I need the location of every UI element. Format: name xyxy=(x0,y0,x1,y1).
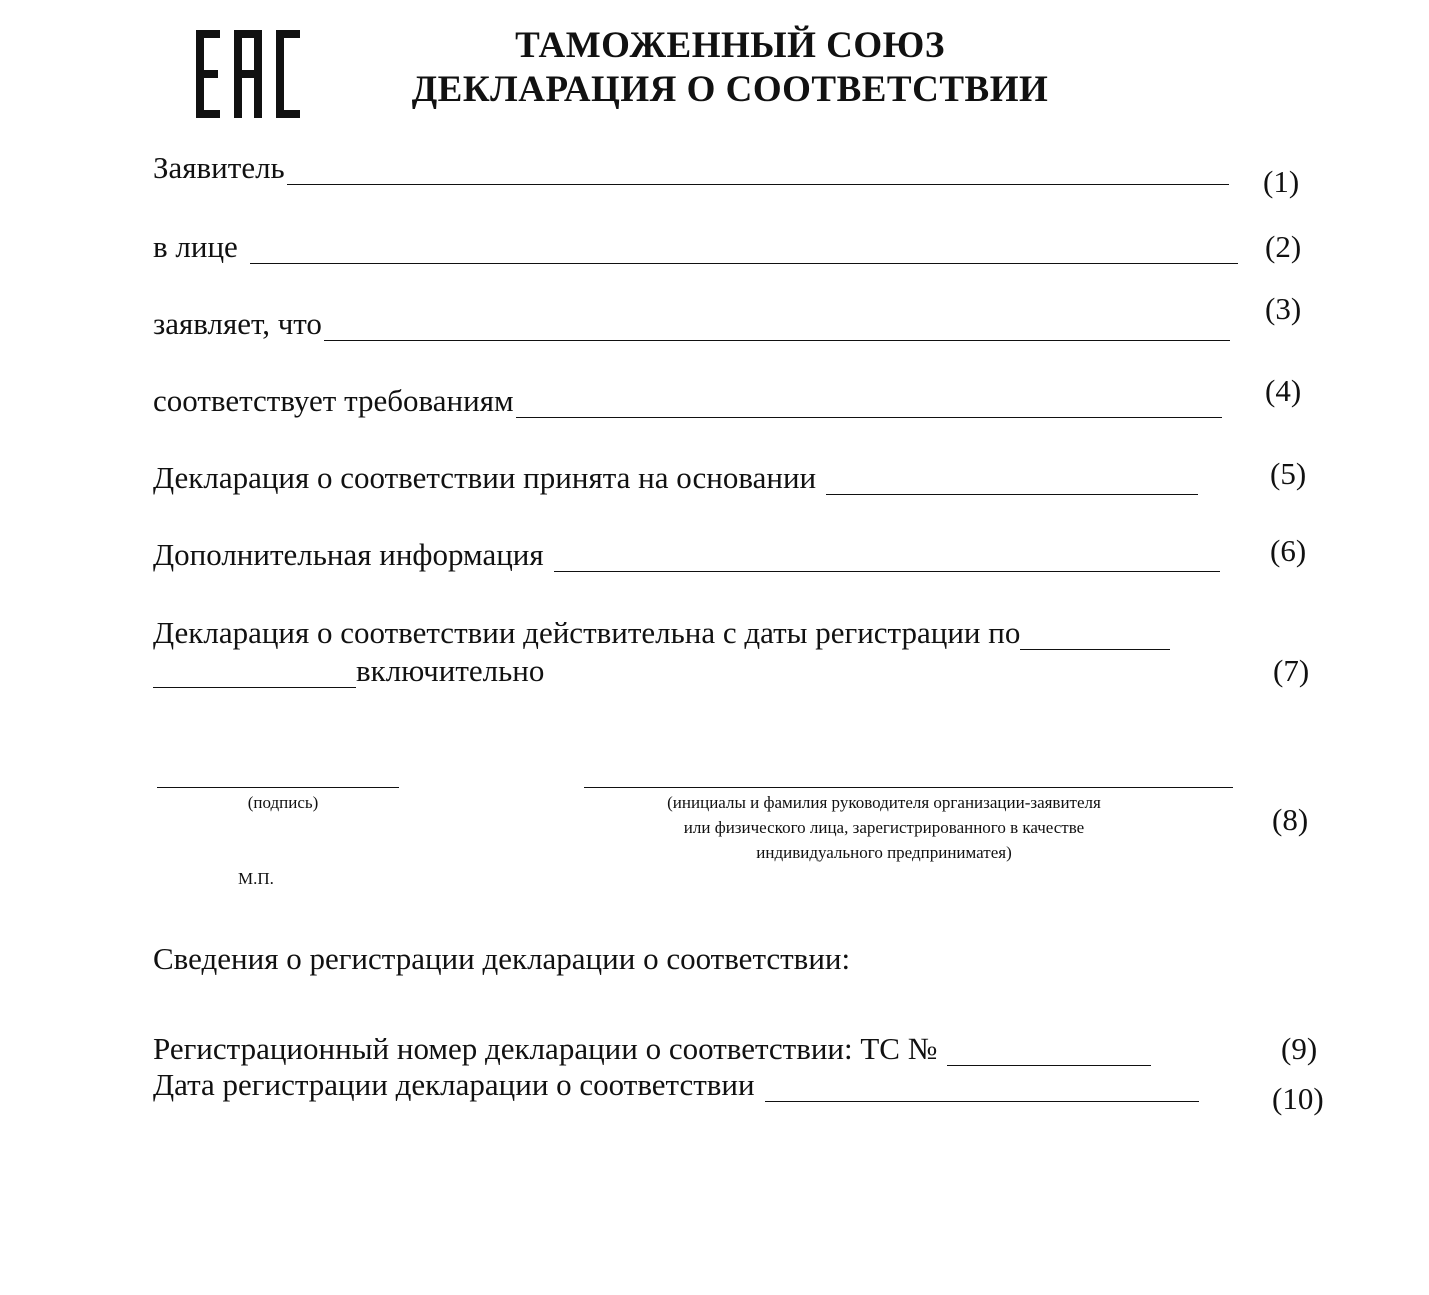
signature-caption: (подпись) xyxy=(247,793,319,812)
validity-end-input-line[interactable] xyxy=(153,663,356,688)
field-label: Декларация о соответствии принята на основании xyxy=(153,460,817,495)
field-number-7: (7) xyxy=(1273,653,1310,688)
reg-date-label: Дата регистрации декларации о соответствии xyxy=(153,1067,755,1102)
field-represented-by xyxy=(153,230,1238,264)
field-number-8: (8) xyxy=(1272,802,1309,837)
field-basis xyxy=(153,461,1198,495)
name-caption-1: (инициалы и фамилия руководителя организации-заявителя xyxy=(667,793,1101,812)
field-applicant xyxy=(153,151,1229,185)
field-number-3: (3) xyxy=(1265,291,1302,326)
validity-date-input-line[interactable] xyxy=(1020,625,1170,650)
basis-input-line[interactable] xyxy=(826,470,1198,495)
field-requirements xyxy=(153,384,1222,418)
field-label: в лице xyxy=(153,229,238,264)
field-reg-date xyxy=(153,1068,1199,1102)
field-number-6: (6) xyxy=(1270,533,1307,568)
field-number-5: (5) xyxy=(1270,456,1307,491)
title-declaration: ДЕКЛАРАЦИЯ О СООТВЕТСТВИИ xyxy=(411,69,1049,110)
name-line[interactable] xyxy=(584,787,1233,788)
represented-by-input-line[interactable] xyxy=(250,239,1238,264)
field-validity-cont xyxy=(153,654,544,688)
requirements-input-line[interactable] xyxy=(516,393,1222,418)
reg-number-input-line[interactable] xyxy=(947,1041,1151,1066)
field-additional-info xyxy=(153,538,1220,572)
applicant-input-line[interactable] xyxy=(287,160,1229,185)
field-number-2: (2) xyxy=(1265,229,1302,264)
field-label: заявляет, что xyxy=(153,306,322,341)
name-caption-3: индивидуального предприниматея) xyxy=(756,843,1012,862)
reg-date-input-line[interactable] xyxy=(765,1077,1199,1102)
field-label: Дополнительная информация xyxy=(153,537,544,572)
field-label: Заявитель xyxy=(153,150,285,185)
field-number-10: (10) xyxy=(1272,1081,1324,1116)
signature-line[interactable] xyxy=(157,787,399,788)
field-validity xyxy=(153,616,1170,650)
reg-number-label: Регистрационный номер декларации о соответствии: ТС № xyxy=(153,1031,938,1066)
registration-heading xyxy=(153,942,850,976)
field-number-9: (9) xyxy=(1281,1031,1318,1066)
field-label: соответствует требованиям xyxy=(153,383,514,418)
declares-that-input-line[interactable] xyxy=(324,316,1230,341)
field-number-4: (4) xyxy=(1265,373,1302,408)
field-reg-number xyxy=(153,1032,1151,1066)
additional-info-input-line[interactable] xyxy=(554,547,1220,572)
name-caption-2: или физического лица, зарегистрированного в качестве xyxy=(683,818,1085,837)
registration-heading-text: Сведения о регистрации декларации о соответствии: xyxy=(153,941,851,976)
stamp-place: М.П. xyxy=(238,869,274,888)
title-customs-union: ТАМОЖЕННЫЙ СОЮЗ xyxy=(515,25,945,66)
validity-line1: Декларация о соответствии действительна с даты регистрации по xyxy=(153,615,1021,650)
field-declares-that xyxy=(153,307,1230,341)
eac-logo xyxy=(196,30,300,118)
validity-line2: включительно xyxy=(356,653,545,688)
field-number-1: (1) xyxy=(1263,164,1300,199)
